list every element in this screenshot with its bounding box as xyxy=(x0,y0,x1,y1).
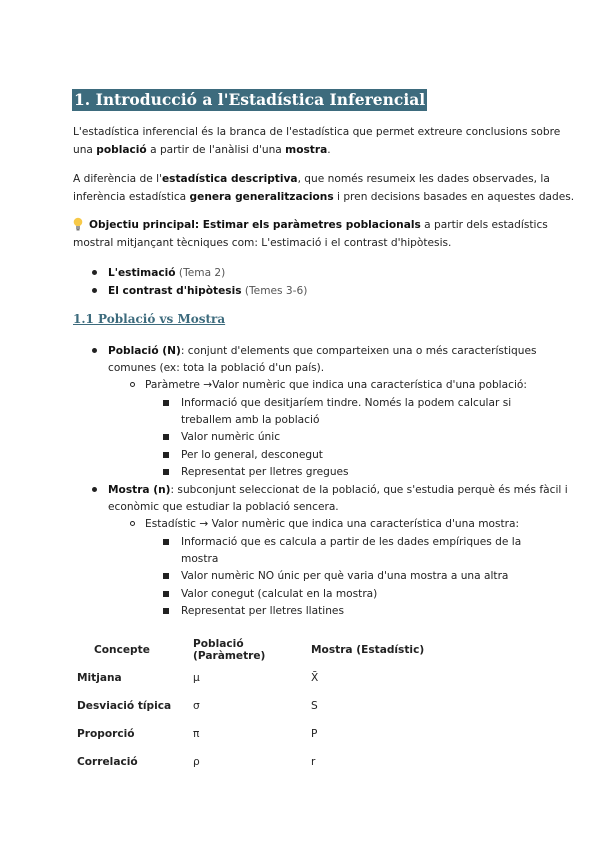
bullet-square xyxy=(163,434,169,440)
table-row xyxy=(72,748,511,776)
topic-item xyxy=(108,264,225,282)
mostra-item: Representat per lletres llatines xyxy=(181,605,344,617)
text: i pren decisions basades en aquestes dades. xyxy=(333,191,575,203)
text: (Temes 3-6) xyxy=(241,285,308,297)
page-title: 1. Introducció a l'Estadística Inferencial xyxy=(74,90,426,109)
poblacio-item: treballem amb la població xyxy=(181,414,320,426)
bullet-square xyxy=(163,452,169,458)
table-cell: S xyxy=(311,700,318,712)
text: , que només resumeix les dades observades, la xyxy=(297,173,550,185)
table-cell: Desviació típica xyxy=(77,700,172,712)
bullet-dot xyxy=(92,348,97,353)
bold-text: mostra xyxy=(285,144,328,156)
intro-line-2 xyxy=(73,141,535,159)
mostra-item: Informació que es calcula a partir de les dades empíriques de la xyxy=(181,536,522,548)
table-header: Població (Paràmetre) xyxy=(193,638,266,662)
mostra-item: mostra xyxy=(181,553,219,565)
table-cell: ρ xyxy=(193,756,200,768)
text: (Tema 2) xyxy=(175,267,226,279)
estadistic-line: Estadístic → Valor numèric que indica una característica d'una mostra: xyxy=(145,518,520,530)
bullet-square xyxy=(163,591,169,597)
table-cell: X̄ xyxy=(311,672,319,684)
table-row xyxy=(72,720,511,748)
poblacio-line-1 xyxy=(108,342,537,360)
table-row xyxy=(72,692,511,720)
text: una xyxy=(73,144,97,156)
bold-text: Objectiu principal: Estimar els paràmetres poblacionals xyxy=(89,219,421,231)
text: . xyxy=(327,144,331,156)
bold-text: estadística descriptiva xyxy=(161,173,298,185)
table-cell: σ xyxy=(193,700,200,712)
text: inferència estadística xyxy=(73,191,190,203)
bullet-square xyxy=(163,573,169,579)
bold-text: L'estimació xyxy=(108,267,176,279)
bold-text: Mostra (n) xyxy=(108,484,171,496)
mostra-item: Valor conegut (calculat en la mostra) xyxy=(181,588,378,600)
table-header-row xyxy=(72,636,511,664)
table-header: Concepte xyxy=(94,644,150,656)
objective-line-2: mostral mitjançant tècniques com: L'estimació i el contrast d'hipòtesis. xyxy=(73,237,452,249)
topic-item xyxy=(108,282,307,300)
objective-line-1 xyxy=(73,216,548,234)
table-cell: π xyxy=(193,728,200,740)
poblacio-item: Valor numèric únic xyxy=(181,431,281,443)
table-cell: Mitjana xyxy=(77,672,122,684)
text: A diferència de l' xyxy=(73,173,162,185)
text: a partir dels estadístics xyxy=(420,219,548,231)
mostra-line-1 xyxy=(108,481,568,499)
bullet-square xyxy=(163,469,169,475)
bullet-square xyxy=(163,608,169,614)
diff-line-2 xyxy=(73,188,575,206)
bullet-dot xyxy=(92,270,97,275)
bold-text: El contrast d'hipòtesis xyxy=(108,285,242,297)
table-cell: r xyxy=(311,756,316,768)
intro-line-1: L'estadística inferencial és la branca de l'estadística que permet extreure conclusions sobre xyxy=(73,126,561,138)
table-row xyxy=(72,664,511,692)
text: : conjunt d'elements que comparteixen una o més característiques xyxy=(180,345,537,357)
text: : subconjunt seleccionat de la població, que s'estudia perquè és més fàcil i xyxy=(170,484,568,496)
table-cell: Proporció xyxy=(77,728,135,740)
bullet-circle xyxy=(130,382,135,387)
bullet-square xyxy=(163,400,169,406)
difference-paragraph xyxy=(73,170,575,206)
table-cell: μ xyxy=(193,672,200,684)
bullet-circle xyxy=(130,521,135,526)
bullet-square xyxy=(163,539,169,545)
table-header: Mostra (Estadístic) xyxy=(311,644,425,656)
mostra-item: Valor numèric NO únic per què varia d'una mostra a una altra xyxy=(181,570,509,582)
poblacio-line-2: comunes (ex: tota la població d'un país). xyxy=(108,362,325,374)
intro-paragraph xyxy=(73,123,561,159)
bullet-dot xyxy=(92,288,97,293)
mostra-line-2: econòmic que estudiar la població sencera. xyxy=(108,501,339,513)
poblacio-item: Representat per lletres gregues xyxy=(181,466,349,478)
bullet-dot xyxy=(92,487,97,492)
objective-paragraph xyxy=(73,216,548,252)
parametre-line: Paràmetre →Valor numèric que indica una característica d'una població: xyxy=(145,379,527,391)
bold-text: població xyxy=(96,144,147,156)
diff-line-1 xyxy=(73,170,550,188)
poblacio-item: Per lo general, desconegut xyxy=(181,449,323,461)
bold-text: genera generalitzacions xyxy=(189,191,334,203)
table-cell: Correlació xyxy=(77,756,138,768)
table-cell: P xyxy=(311,728,318,740)
comparison-table xyxy=(72,636,511,776)
section-heading: 1.1 Població vs Mostra xyxy=(73,312,226,326)
bold-text: Població (N) xyxy=(108,345,181,357)
text: a partir de l'anàlisi d'una xyxy=(146,144,286,156)
poblacio-item: Informació que desitjaríem tindre. Només la podem calcular si xyxy=(181,397,512,409)
